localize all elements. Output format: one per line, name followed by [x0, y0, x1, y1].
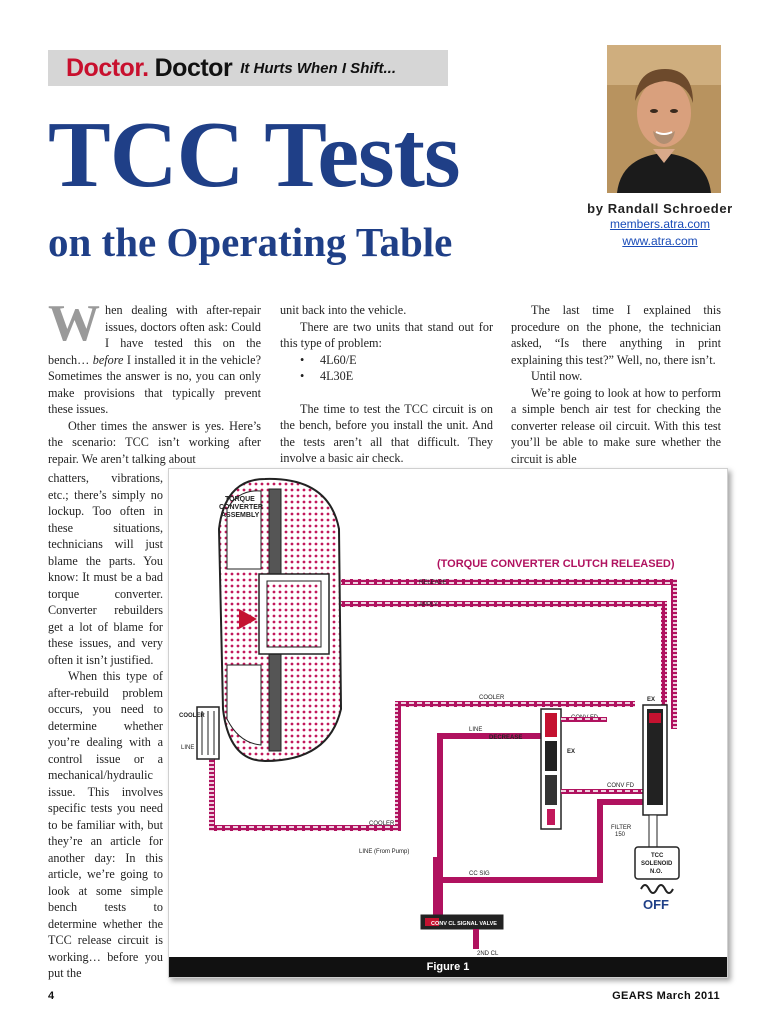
regulator-valve-spool — [545, 713, 557, 737]
paragraph: The last time I explained this procedure on the phone, the technician asked, “Is there anything in print explaining this test?” Well, no, there isn’t. — [511, 303, 721, 367]
paragraph: There are two units that stand out for this type of problem: — [280, 319, 493, 350]
label-tcc-solenoid: TCC SOLENOID N.O. — [641, 853, 673, 875]
label-line-from-pump: LINE (From Pump) — [359, 849, 410, 855]
release-line — [341, 579, 677, 585]
text-emphasis: before — [92, 352, 124, 367]
label-ex: EX — [567, 749, 576, 755]
label-line-mid: LINE — [469, 727, 483, 733]
list-item: • 4L60/E — [300, 352, 493, 369]
text: I installed it in the vehicle? Sometimes the answer is no, you can only make provisions that typically prevent these issues. — [48, 352, 262, 416]
column-2 — [280, 302, 493, 467]
column-1-continued — [48, 470, 163, 982]
article-title: TCC Tests — [48, 103, 460, 207]
label-2nd-cl: 2ND CL — [477, 951, 499, 957]
hydraulic-diagram — [169, 469, 729, 959]
author-byline: by Randall Schroeder — [587, 201, 733, 216]
label-decrease: DECREASE — [489, 735, 523, 741]
page-number: 4 — [48, 990, 55, 1002]
label-cooler-bottom: COOLER — [369, 821, 395, 827]
atra-link[interactable]: www.atra.com — [622, 234, 698, 248]
publication-footer: GEARS March 2011 — [612, 990, 720, 1002]
drop-cap: W — [48, 295, 100, 352]
cc-sig-line — [443, 877, 603, 883]
cc-sig-vertical — [597, 799, 603, 883]
conv-fd-line — [561, 717, 607, 722]
solenoid-feed — [649, 815, 657, 849]
column-1 — [48, 295, 262, 467]
list-item: • 4L30E — [300, 368, 493, 385]
banner-tagline: It Hurts When I Shift... — [240, 59, 397, 77]
cooler-line-left — [395, 701, 401, 831]
paragraph: Until now. — [531, 369, 583, 383]
label-tc-assembly-block: TORQUE CONVERTER ASSEMBLY — [219, 496, 263, 519]
column-3 — [511, 302, 721, 467]
unit-list — [280, 352, 493, 385]
release-line-vertical — [671, 579, 677, 729]
author-photo — [607, 45, 721, 193]
label-released: (TORQUE CONVERTER CLUTCH RELEASED) — [437, 558, 675, 570]
label-apply: APPLY — [419, 602, 438, 608]
label-off: OFF — [643, 897, 669, 912]
figure-caption: Figure 1 — [169, 957, 727, 977]
paragraph: chatters, vibrations, etc.; there’s simply no lockup. Too often in these situations, technicians will just blame the parts. You know: It must be a bad torque converter. Converter rebuilders get a lot of blame for these issues, and very often it isn’t justified. — [48, 471, 163, 667]
torque-converter-assembly — [219, 479, 341, 761]
label-cooler-top: COOLER — [479, 695, 505, 701]
paragraph — [48, 295, 262, 418]
paragraph: Other times the answer is yes. Here’s the scenario: TCC isn’t working after repair. We aren’t talking about — [48, 418, 261, 466]
label-conv-cl-valve: CONV CL SIGNAL VALVE — [431, 921, 497, 927]
column-banner — [48, 50, 448, 86]
author-block — [585, 201, 735, 250]
conv-fd-line-lower — [561, 789, 653, 794]
valve-spring — [547, 809, 555, 825]
banner-doctor-black: Doctor — [154, 53, 233, 82]
apply-line — [341, 601, 667, 607]
paragraph: The time to test the TCC circuit is on the bench, before you install the unit. And the tests aren’t all that difficult. They involve a basic air check. — [280, 401, 493, 465]
label-cc-sig: CC SIG — [469, 871, 490, 877]
paragraph: We’re going to look at how to perform a simple bench air test for checking the converter release oil circuit. With this test you’ll be able to make sure whether the circuit is able — [511, 385, 721, 466]
label-conv-fd2: CONV FD — [607, 783, 634, 789]
boost-valve-lower — [545, 775, 557, 805]
tcc-apply-valve-land — [649, 713, 661, 723]
line-from-pump — [433, 857, 443, 917]
label-ex-top: EX — [647, 697, 656, 703]
label-filter: FILTER 150 — [611, 825, 632, 838]
figure-1 — [168, 468, 728, 978]
members-link[interactable]: members.atra.com — [609, 217, 711, 231]
line-circuit-vertical — [437, 733, 443, 863]
cooler-line-top — [395, 701, 635, 707]
paragraph: unit back into the vehicle. — [280, 303, 407, 317]
second-cl-line — [473, 929, 479, 949]
banner-doctor-red: Doctor. — [66, 53, 149, 82]
tcc-apply-valve — [647, 709, 663, 805]
article-subtitle: on the Operating Table — [48, 219, 453, 265]
boost-valve — [545, 741, 557, 771]
label-cooler-box: COOLER — [179, 713, 205, 719]
label-line-side: LINE — [181, 745, 195, 751]
label-release: RELEASE — [419, 580, 447, 586]
text: hen dealing with after-repair issues, doctors often ask: Could I have tested this on the bench… — [48, 303, 261, 367]
solenoid-coil-icon — [641, 885, 673, 893]
paragraph: When this type of after-rebuild problem occurs, you need to determine whether you’re dealing with a control issue or a mechanical/hydraulic issue. This involves specific tests you need to be familiar with, but they’re an article for another day: In this article, we’re going to look at some simple bench tests to determine whether the TCC release circuit is working… before you put the — [48, 669, 163, 980]
